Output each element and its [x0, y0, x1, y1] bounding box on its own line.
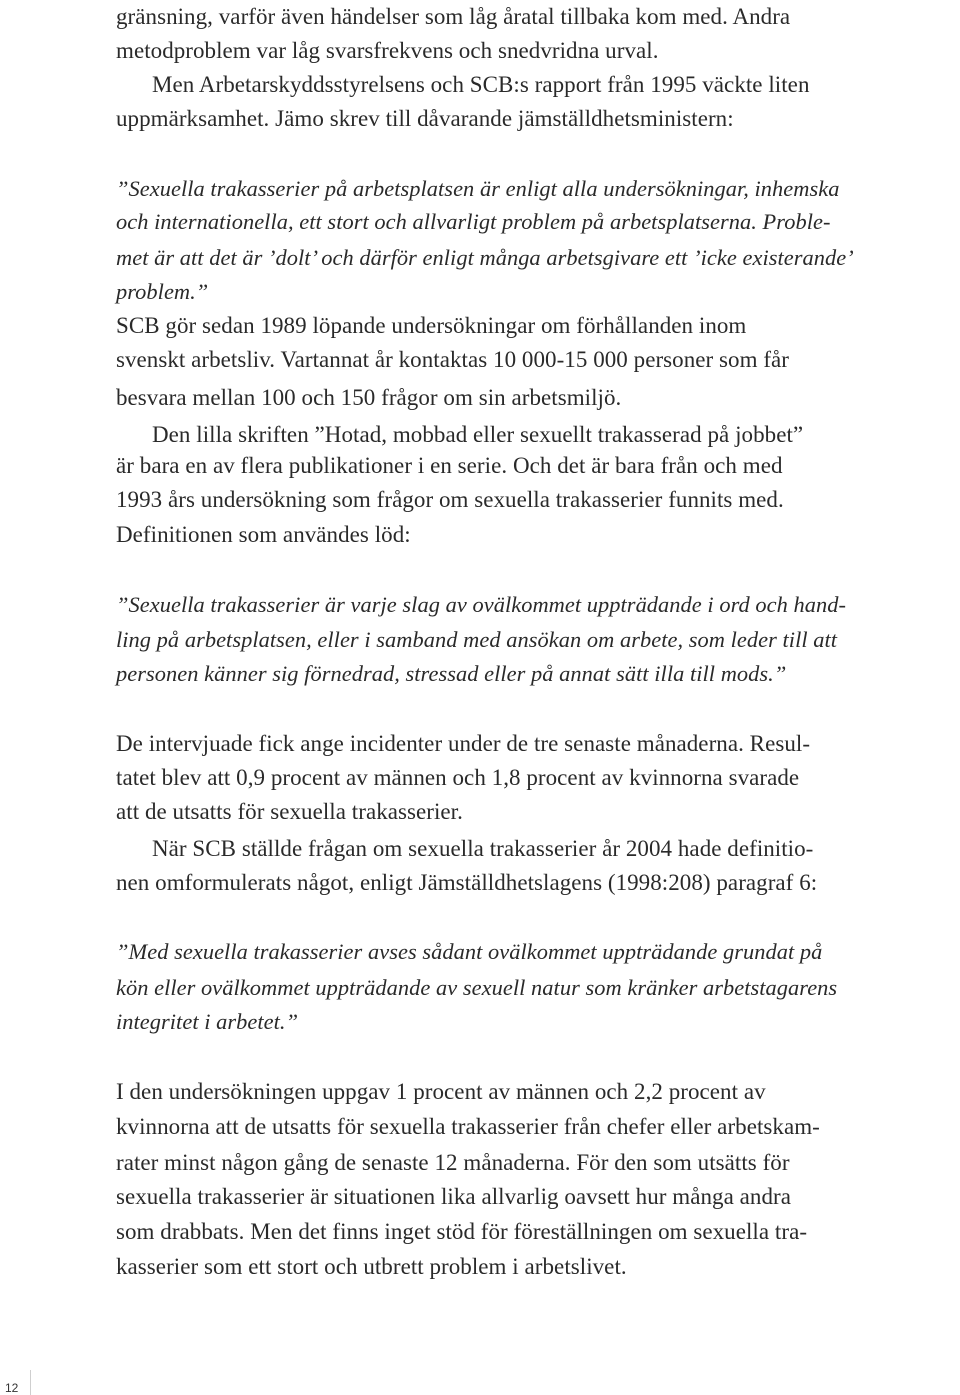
- body-text-line: tatet blev att 0,9 procent av männen och 1,8 procent av kvinnorna svarade: [116, 765, 800, 790]
- body-text-line: Definitionen som användes löd:: [116, 522, 411, 547]
- body-text-line: De intervjuade fick ange incidenter under de tre senaste månaderna. Resul-: [116, 731, 811, 756]
- quote-text-line: ”Sexuella trakasserier på arbetsplatsen är enligt alla undersökningar, inhemska: [116, 176, 840, 201]
- quote-text-line: personen känner sig förnedrad, stressad eller på annat sätt illa till mods.”: [116, 661, 787, 686]
- body-text-line: Den lilla skriften ”Hotad, mobbad eller sexuellt trakasserad på jobbet”: [152, 422, 804, 447]
- quote-text-line: met är att det är ’dolt’ och därför enligt många arbetsgivare ett ’icke existerande’: [116, 245, 854, 270]
- quote-text-line: integritet i arbetet.”: [116, 1009, 299, 1034]
- body-text-line: uppmärksamhet. Jämo skrev till dåvarande jämställdhetsministern:: [116, 106, 734, 131]
- page-number-divider: [30, 1370, 31, 1395]
- body-text-line: rater minst någon gång de senaste 12 månaderna. För den som utsätts för: [116, 1150, 790, 1175]
- body-text-line: svenskt arbetsliv. Vartannat år kontaktas 10 000-15 000 personer som får: [116, 347, 789, 372]
- body-text-line: Men Arbetarskyddsstyrelsens och SCB:s rapport från 1995 väckte liten: [152, 72, 810, 97]
- body-text-line: När SCB ställde frågan om sexuella trakasserier år 2004 hade definitio-: [152, 836, 814, 861]
- body-text-line: besvara mellan 100 och 150 frågor om sin arbetsmiljö.: [116, 385, 622, 410]
- body-text-line: är bara en av flera publikationer i en serie. Och det är bara från och med: [116, 453, 783, 478]
- body-text-line: att de utsatts för sexuella trakasserier.: [116, 799, 463, 824]
- body-text-line: kvinnorna att de utsatts för sexuella trakasserier från chefer eller arbetskam-: [116, 1114, 820, 1139]
- body-text-line: kasserier som ett stort och utbrett problem i arbetslivet.: [116, 1254, 627, 1279]
- quote-text-line: och internationella, ett stort och allvarligt problem på arbetsplatserna. Proble-: [116, 209, 831, 234]
- quote-text-line: ”Med sexuella trakasserier avses sådant ovälkommet uppträdande grundat på: [116, 939, 823, 964]
- body-text-line: som drabbats. Men det finns inget stöd för föreställningen om sexuella tra-: [116, 1219, 808, 1244]
- body-text-line: 1993 års undersökning som frågor om sexuella trakasserier funnits med.: [116, 487, 784, 512]
- body-text-line: SCB gör sedan 1989 löpande undersökningar om förhållanden inom: [116, 313, 747, 338]
- body-text-line: gränsning, varför även händelser som låg åratal tillbaka kom med. Andra: [116, 4, 791, 29]
- quote-text-line: problem.”: [116, 279, 209, 304]
- body-text-line: nen omformulerats något, enligt Jämställdhetslagens (1998:208) paragraf 6:: [116, 870, 818, 895]
- quote-text-line: ”Sexuella trakasserier är varje slag av ovälkommet uppträdande i ord och hand-: [116, 592, 847, 617]
- quote-text-line: kön eller ovälkommet uppträdande av sexuell natur som kränker arbetstagarens: [116, 975, 838, 1000]
- quote-text-line: ling på arbetsplatsen, eller i samband med ansökan om arbete, som leder till att: [116, 627, 838, 652]
- body-text-line: metodproblem var låg svarsfrekvens och snedvridna urval.: [116, 38, 659, 63]
- page-number: 12: [5, 1381, 19, 1395]
- body-text-line: sexuella trakasserier är situationen lika allvarlig oavsett hur många andra: [116, 1184, 791, 1209]
- body-text-line: I den undersökningen uppgav 1 procent av männen och 2,2 procent av: [116, 1079, 766, 1104]
